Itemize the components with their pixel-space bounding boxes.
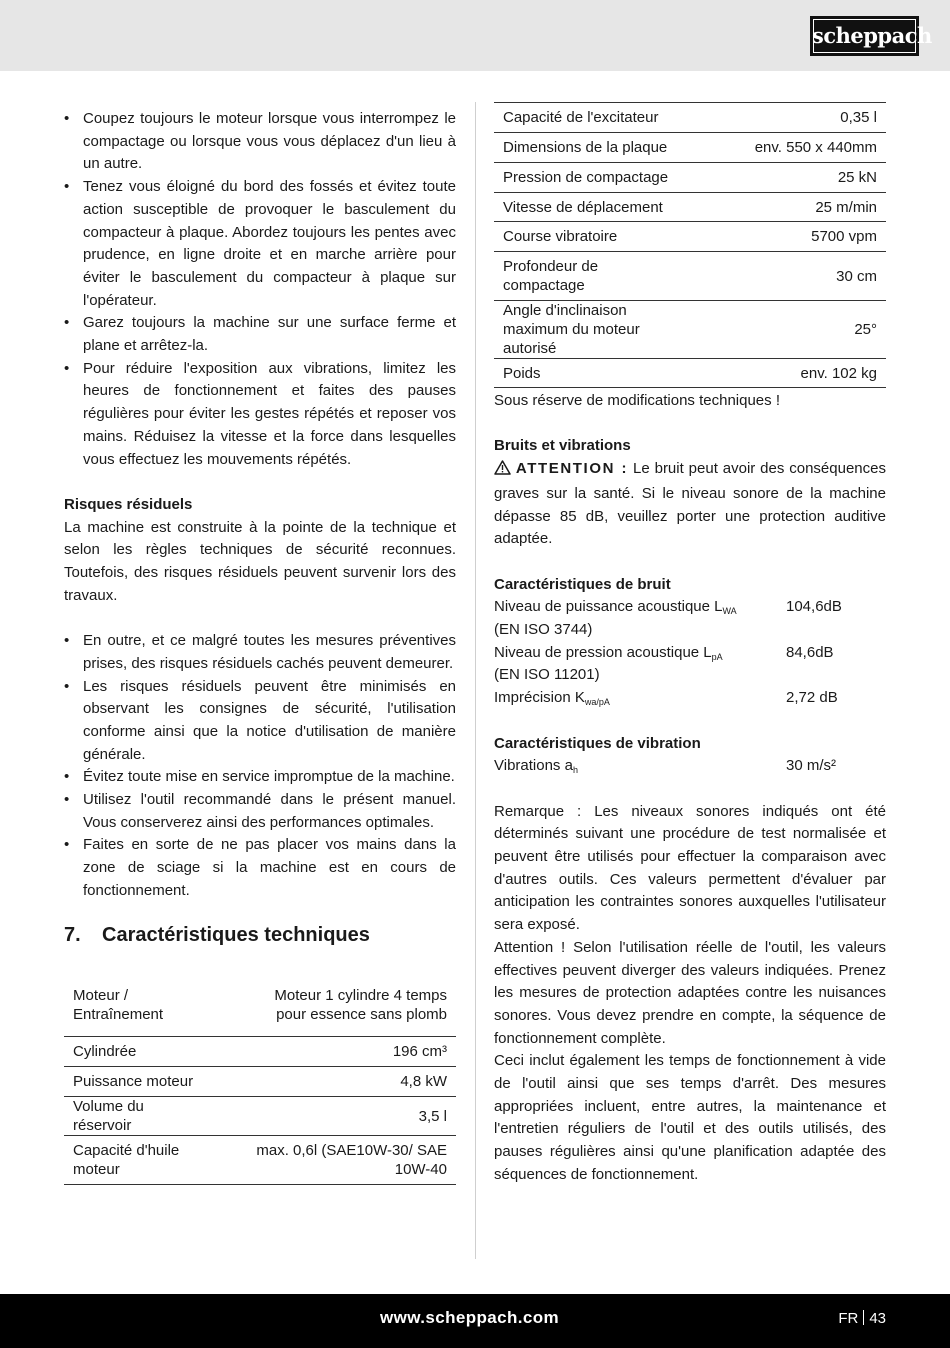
attention-text: Le bruit peut avoir des conséquences graves sur la santé. Si le niveau sonore de la machine dépasse 85 dB, veuillez porter une protection auditive adaptée. [494, 460, 886, 548]
spec-label: Course vibratoire [494, 222, 694, 252]
spec-value: 25 m/min [694, 193, 886, 222]
noise-label-sub: pA [711, 651, 723, 662]
right-column [494, 102, 886, 1187]
spec-label: Dimensions de la plaque [494, 133, 694, 163]
spec-value: max. 0,6l (SAE10W-30/ SAE 10W-40 [205, 1136, 456, 1185]
spec-label: Volume du réservoir [64, 1097, 205, 1136]
spec-value: 196 cm³ [205, 1037, 456, 1067]
spec-value: 3,5 l [205, 1097, 456, 1136]
noise-value: 104,6dB [786, 598, 842, 616]
noise-label [494, 596, 786, 619]
logo-text: scheppach [812, 23, 932, 48]
vibration-heading: Caractéristiques de vibration [494, 734, 701, 752]
table-row [494, 133, 886, 163]
separator [863, 1310, 864, 1325]
spec-value: env. 102 kg [694, 359, 886, 388]
noise-label-text: Niveau de pression acoustique L [494, 643, 712, 661]
table-row [494, 252, 886, 301]
page-footer [0, 1294, 950, 1348]
noise-row [494, 642, 886, 665]
list-item: • Tenez vous éloigné du bord des fossés et évitez toute action susceptible de provoquer le basculement du compacteur à plaque. Abordez toujours les pentes avec prudence, en ligne droite et en marche arrière pour éviter le basculement du compacteur à plaque sur l'opérateur. [64, 176, 456, 312]
spec-value: 0,35 l [694, 103, 886, 133]
table-row [494, 103, 886, 133]
section-title [64, 922, 456, 948]
reserve-note: Sous réserve de modifications techniques ! [494, 392, 780, 409]
table-row [64, 1097, 456, 1136]
spec-table-left [64, 974, 456, 1186]
residual-risks-heading: Risques résiduels [64, 495, 193, 513]
spec-value: env. 550 x 440mm [694, 133, 886, 163]
attention-label: ATTENTION : [515, 460, 629, 478]
spec-label: Puissance moteur [64, 1067, 205, 1097]
column-divider [475, 102, 476, 1259]
warning-triangle-icon [494, 460, 511, 483]
noise-value: 84,6dB [786, 643, 834, 661]
noise-row [494, 596, 886, 619]
spec-value: 5700 vpm [694, 222, 886, 252]
noise-row [494, 687, 886, 710]
table-row [494, 193, 886, 222]
spec-label: Cylindrée [64, 1037, 205, 1067]
spec-table-right [494, 102, 886, 388]
spec-value: 25 kN [694, 163, 886, 193]
noise-value: 2,72 dB [786, 689, 838, 707]
vibration-label-text: Vibrations a [494, 757, 573, 775]
remark-paragraph: Attention ! Selon l'utilisation réelle de l'outil, les valeurs effectives peuvent diverger des valeurs indiquées. Prenez les mesures de protection adaptées contre les nuisances sonores. Vous devez prendre en compte, la séquence de fonctionnement complète. [494, 938, 886, 1047]
spec-value: 25° [694, 301, 886, 359]
noise-label [494, 687, 786, 710]
page-number [838, 1310, 886, 1327]
noise-label [494, 642, 786, 665]
noise-norm: (EN ISO 3744) [494, 621, 593, 638]
noise-label-text: Imprécision K [494, 689, 585, 707]
website-link[interactable]: www.scheppach.com [380, 1308, 560, 1327]
safety-bullet-list [64, 108, 456, 471]
spec-value: 4,8 kW [205, 1067, 456, 1097]
vibration-label [494, 755, 786, 778]
section-title-text: Caractéristiques techniques [102, 923, 370, 946]
table-row [64, 974, 456, 1037]
spec-label: Poids [494, 359, 694, 388]
remark-paragraph: Remarque : Les niveaux sonores indiqués ont été déterminés suivant une procédure de test normalisée et peuvent être utilisés pour effectuer la comparaison avec d'autres outils. Ces valeurs permettent d'évaluer par anticipation les contraintes sonores auxquelles l'utilisateur sera exposé. [494, 802, 886, 934]
list-item: • Coupez toujours le moteur lorsque vous interrompez le compactage ou lorsque vous vous déplacez d'un lieu à un autre. [64, 108, 456, 176]
table-row [64, 1136, 456, 1185]
list-item: • Pour réduire l'exposition aux vibrations, limitez les heures de fonctionnement et faites des pauses régulières pour éviter les gestes répétés et reposer vos mains. Réduisez la vitesse et la force dans lesquelles vous effectuez les mouvements répétés. [64, 358, 456, 472]
spec-label: Vitesse de déplacement [494, 193, 694, 222]
attention-paragraph [494, 458, 886, 551]
left-column [64, 108, 456, 1185]
spec-label: Angle d'inclinaison maximum du moteur autorisé [494, 301, 694, 359]
spec-label: Moteur / Entraînement [64, 974, 205, 1037]
section-number: 7. [64, 923, 81, 946]
vibration-row [494, 755, 886, 778]
residual-risks-text: La machine est construite à la pointe de la technique et selon les règles techniques de sécurité reconnues. Toutefois, des risques résiduels peuvent survenir lors des travaux. [64, 518, 456, 604]
vibration-value: 30 m/s² [786, 757, 837, 775]
list-item: • Évitez toute mise en service impromptue de la machine. [64, 766, 456, 789]
table-row [494, 163, 886, 193]
spec-label: Capacité de l'excitateur [494, 103, 694, 133]
language-code: FR [838, 1310, 859, 1327]
table-row [64, 1037, 456, 1067]
noise-label-sub: wa/pA [584, 697, 610, 708]
noise-heading: Bruits et vibrations [494, 437, 631, 455]
noise-norm: (EN ISO 11201) [494, 666, 600, 684]
spec-label: Pression de compactage [494, 163, 694, 193]
residual-bullet-list [64, 630, 456, 902]
spec-label: Profondeur de compactage [494, 252, 694, 301]
page-number-value: 43 [869, 1310, 886, 1327]
spec-label: Capacité d'huile moteur [64, 1136, 205, 1185]
noise-label-sub: WA [722, 606, 737, 617]
list-item: • Utilisez l'outil recommandé dans le présent manuel. Vous conserverez ainsi des performances optimales. [64, 789, 456, 834]
spec-value: Moteur 1 cylindre 4 temps pour essence sans plomb [205, 974, 456, 1037]
remark-paragraph: Ceci inclut également les temps de fonctionnement à vide de l'outil ainsi que ses temps d'arrêt. Des mesures appropriées incluent, entre autres, la maintenance et l'entretien réguliers de l'outil et des outils utilisés, des pauses régulières ainsi qu'une planification adaptée des séquences de fonctionnement. [494, 1052, 886, 1183]
page-header [0, 0, 950, 71]
noise-label-text: Niveau de puissance acoustique L [494, 598, 723, 616]
list-item: • Faites en sorte de ne pas placer vos mains dans la zone de sciage si la machine est en cours de fonctionnement. [64, 834, 456, 902]
brand-logo [810, 16, 932, 56]
list-item: • En outre, et ce malgré toutes les mesures préventives prises, des risques résiduels cachés peuvent demeurer. [64, 630, 456, 675]
list-item: • Les risques résiduels peuvent être minimisés en observant les consignes de sécurité, l'utilisation conforme ainsi que la notice d'utilisation de manière générale. [64, 676, 456, 767]
list-item: • Garez toujours la machine sur une surface ferme et plane et arrêtez-la. [64, 312, 456, 357]
table-row [494, 222, 886, 252]
vibration-label-sub: h [572, 765, 578, 776]
table-row [64, 1067, 456, 1097]
table-row [494, 359, 886, 388]
noise-char-heading: Caractéristiques de bruit [494, 575, 671, 593]
spec-value: 30 cm [694, 252, 886, 301]
table-row [494, 301, 886, 359]
